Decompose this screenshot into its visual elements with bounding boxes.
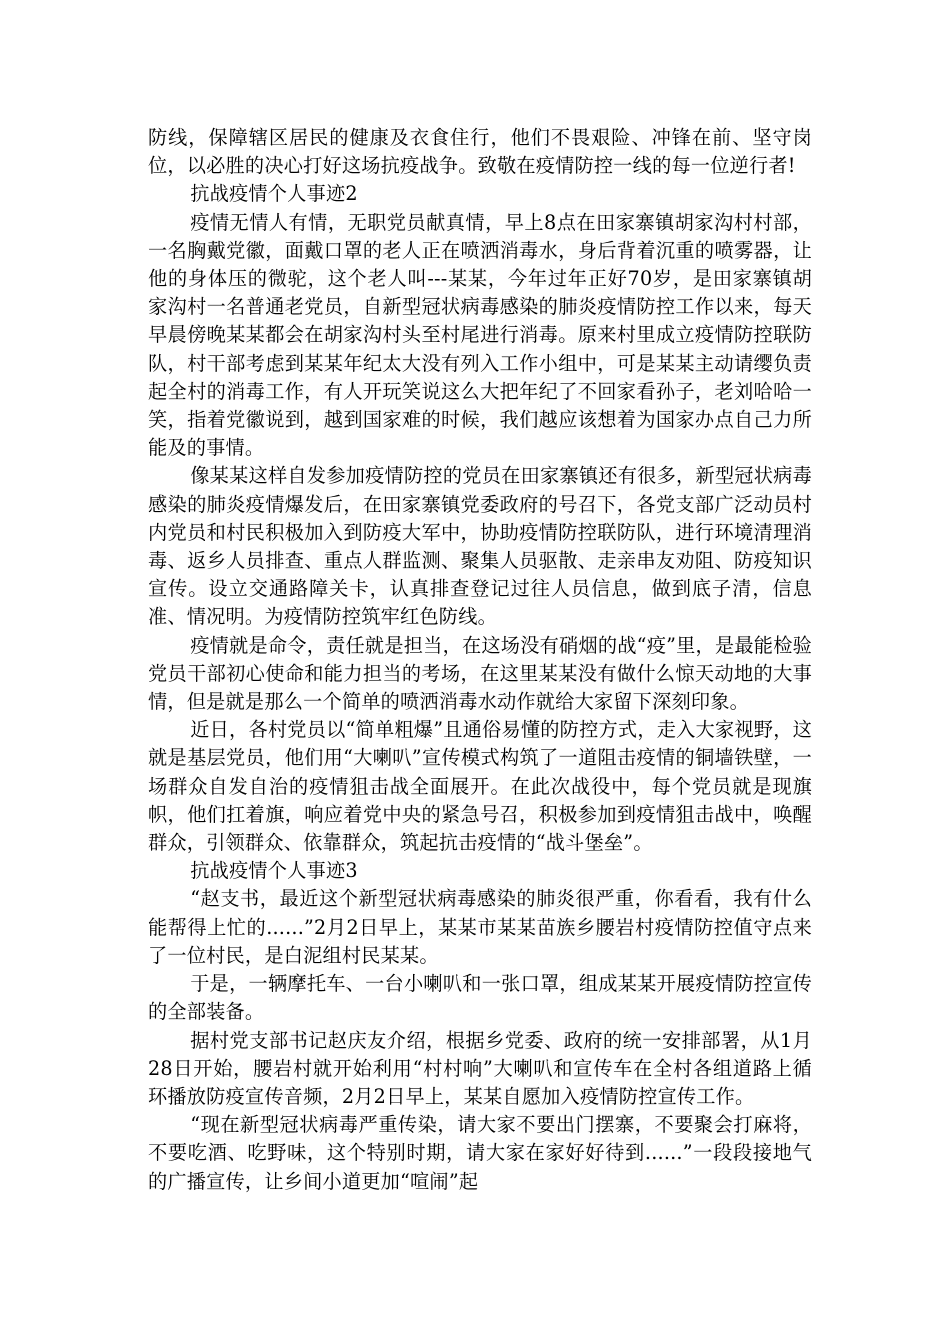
paragraph: 防线，保障辖区居民的健康及衣食住行，他们不畏艰险、冲锋在前、坚守岗位，以必胜的决心打好这场抗疫战争。致敬在疫情防控一线的每一位逆行者! (148, 126, 812, 178)
paragraph: 于是，一辆摩托车、一台小喇叭和一张口罩，组成某某开展疫情防控宣传的全部装备。 (148, 972, 812, 1024)
paragraph: 近日，各村党员以“简单粗爆”且通俗易懂的防控方式，走入大家视野，这就是基层党员，他们用“大喇叭”宣传模式构筑了一道阻击疫情的铜墙铁壁，一场群众自发自治的疫情狙击战全面展开。在此次战役中，每个党员就是现旗帜，他们扛着旗，响应着党中央的紧急号召，积极参加到疫情狙击战中，唤醒群众，引领群众、依靠群众，筑起抗击疫情的“战斗堡垒”。 (148, 718, 812, 855)
paragraph: 疫情无情人有情，无职党员献真情，早上8点在田家寨镇胡家沟村村部，一名胸戴党徽，面戴口罩的老人正在喷洒消毒水，身后背着沉重的喷雾器，让他的身体压的微驼，这个老人叫---某某，今年过年正好70岁，是田家寨镇胡家沟村一名普通老党员，自新型冠状病毒感染的肺炎疫情防控工作以来，每天早晨傍晚某某都会在胡家沟村头至村尾进行消毒。原来村里成立疫情防控联防队，村干部考虑到某某年纪太大没有列入工作小组中，可是某某主动请缨负责起全村的消毒工作，有人开玩笑说这么大把年纪了不回家看孙子，老刘哈哈一笑，指着党徽说到，越到国家难的时候，我们越应该想着为国家办点自己力所能及的事情。 (148, 210, 812, 460)
section-heading: 抗战疫情个人事迹2 (190, 182, 358, 206)
paragraph: 据村党支部书记赵庆友介绍，根据乡党委、政府的统一安排部署，从1月28日开始，腰岩村就开始利用“村村响”大喇叭和宣传车在全村各组道路上循环播放防疫宣传音频，2月2日早上，某某自愿加入疫情防控宣传工作。 (148, 1028, 812, 1108)
paragraph: “现在新型冠状病毒严重传染，请大家不要出门摆寨，不要聚会打麻将，不要吃酒、吃野味，这个特别时期，请大家在家好好待到......”一段段接地气的广播宣传，让乡间小道更加“喧闹”起 (148, 1113, 812, 1193)
paragraph: 像某某这样自发参加疫情防控的党员在田家寨镇还有很多，新型冠状病毒感染的肺炎疫情爆发后，在田家寨镇党委政府的号召下，各党支部广泛动员村内党员和村民积极加入到防疫大军中，协助疫情防控联防队，进行环境清理消毒、返乡人员排查、重点人群监测、聚集人员驱散、走亲串友劝阻、防疫知识宣传。设立交通路障关卡，认真排查登记过往人员信息，做到底子清，信息准、情况明。为疫情防控筑牢红色防线。 (148, 464, 812, 629)
section-heading: 抗战疫情个人事迹3 (190, 859, 358, 883)
paragraph: 疫情就是命令，责任就是担当，在这场没有硝烟的战“疫”里，是最能检验党员干部初心使命和能力担当的考场，在这里某某没有做什么惊天动地的大事情，但是就是那么一个简单的喷洒消毒水动作就给大家留下深刻印象。 (148, 633, 812, 714)
paragraph: “赵支书，最近这个新型冠状病毒感染的肺炎很严重，你看看，我有什么能帮得上忙的......”2月2日早上，某某市某某苗族乡腰岩村疫情防控值守点来了一位村民，是白泥组村民某某。 (148, 887, 812, 967)
document-body (148, 124, 812, 1196)
